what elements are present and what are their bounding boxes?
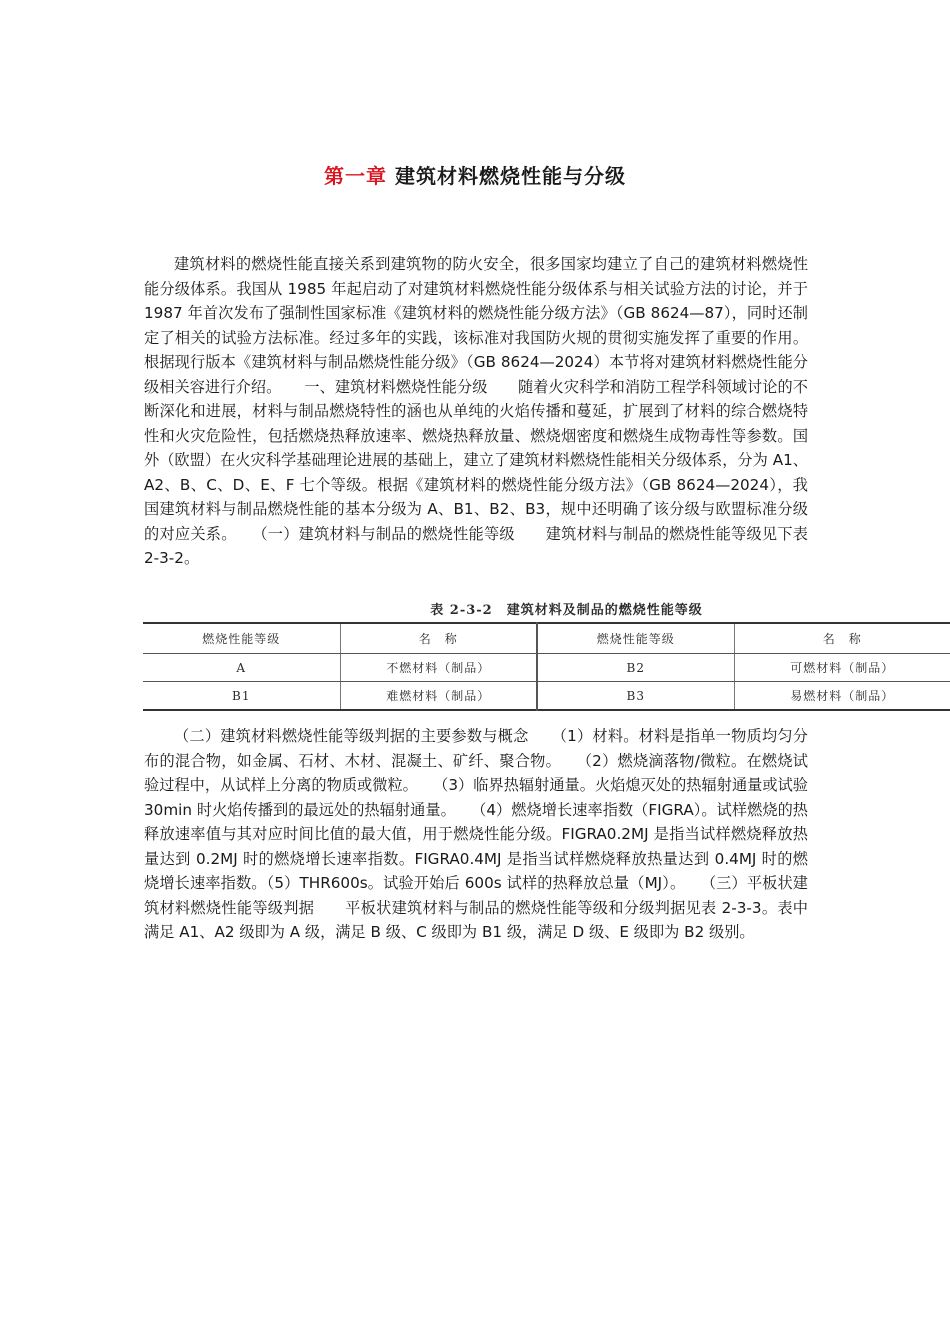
table-cell: A	[143, 654, 340, 682]
table-header-row	[143, 623, 950, 654]
table-cell: 可燃材料（制品）	[734, 654, 950, 682]
grade-table-block	[143, 600, 950, 711]
table-cell: B1	[143, 682, 340, 711]
intro-paragraph: 建筑材料的燃烧性能直接关系到建筑物的防火安全，很多国家均建立了自己的建筑材料燃烧性能分级体系。我国从 1985 年起启动了对建筑材料燃烧性能分级体系与相关试验方法的讨论，并于 1987 年首次发布了强制性国家标准《建筑材料的燃烧性能分级方法》（GB 8624—87），同时还制定了相关的试验方法标准。经过多年的实践，该标准对我国防火规的贯彻实施发挥了重要的作用。根据现行版本《建筑材料与制品燃烧性能分级》（GB 8624—2024）本节将对建筑材料燃烧性能分级相关容进行介绍。 一、建筑材料燃烧性能分级 随着火灾科学和消防工程学科领域讨论的不断深化和进展，材料与制品燃烧特性的涵也从单纯的火焰传播和蔓延，扩展到了材料的综合燃烧特性和火灾危险性，包括燃烧热释放速率、燃烧热释放量、燃烧烟密度和燃烧生成物毒性等参数。国外（欧盟）在火灾科学基础理论进展的基础上，建立了建筑材料燃烧性能相关分级体系，分为 A1、A2、B、C、D、E、F 七个等级。根据《建筑材料的燃烧性能分级方法》（GB 8624—2024），我国建筑材料与制品燃烧性能的基本分级为 A、B1、B2、B3，规中还明确了该分级与欧盟标准分级的对应关系。 （一）建筑材料与制品的燃烧性能等级 建筑材料与制品的燃烧性能等级见下表 2-3-2。	[144, 255, 808, 567]
chapter-title	[0, 160, 950, 189]
table-row	[143, 654, 950, 682]
table-cell: B2	[537, 654, 734, 682]
table-row	[143, 682, 950, 711]
table-header-cell: 燃烧性能等级	[143, 623, 340, 654]
table-cell: 难燃材料（制品）	[340, 682, 537, 711]
table-cell: 易燃材料（制品）	[734, 682, 950, 711]
table-cell: 不燃材料（制品）	[340, 654, 537, 682]
chapter-number: 第一章	[324, 164, 388, 188]
table-header-cell: 名 称	[340, 623, 537, 654]
chapter-name: 建筑材料燃烧性能与分级	[394, 164, 626, 188]
table-header-cell: 燃烧性能等级	[537, 623, 734, 654]
table-caption: 表 2-3-2 建筑材料及制品的燃烧性能等级	[430, 603, 703, 618]
table-cell: B3	[537, 682, 734, 711]
criteria-paragraph: （二）建筑材料燃烧性能等级判据的主要参数与概念 （1）材料。材料是指单一物质均匀分布的混合物，如金属、石材、木材、混凝土、矿纤、聚合物。 （2）燃烧滴落物/微粒。在燃烧试验过程中，从试样上分离的物质或微粒。 （3）临界热辐射通量。火焰熄灭处的热辐射通量或试验 30min 时火焰传播到的最远处的热辐射通量。 （4）燃烧增长速率指数（FIGRA）。试样燃烧的热释放速率值与其对应时间比值的最大值，用于燃烧性能分级。FIGRA0.2MJ 是指当试样燃烧释放热量达到 0.2MJ 时的燃烧增长速率指数。FIGRA0.4MJ 是指当试样燃烧释放热量达到 0.4MJ 时的燃烧增长速率指数。（5）THR600s。试验开始后 600s 试样的热释放总量（MJ）。 （三）平板状建筑材料燃烧性能等级判据 平板状建筑材料与制品的燃烧性能等级和分级判据见表 2-3-3。表中满足 A1、A2 级即为 A 级，满足 B 级、C 级即为 B1 级，满足 D 级、E 级即为 B2 级别。	[144, 727, 808, 941]
table-header-cell: 名 称	[734, 623, 950, 654]
grade-table	[143, 622, 950, 711]
